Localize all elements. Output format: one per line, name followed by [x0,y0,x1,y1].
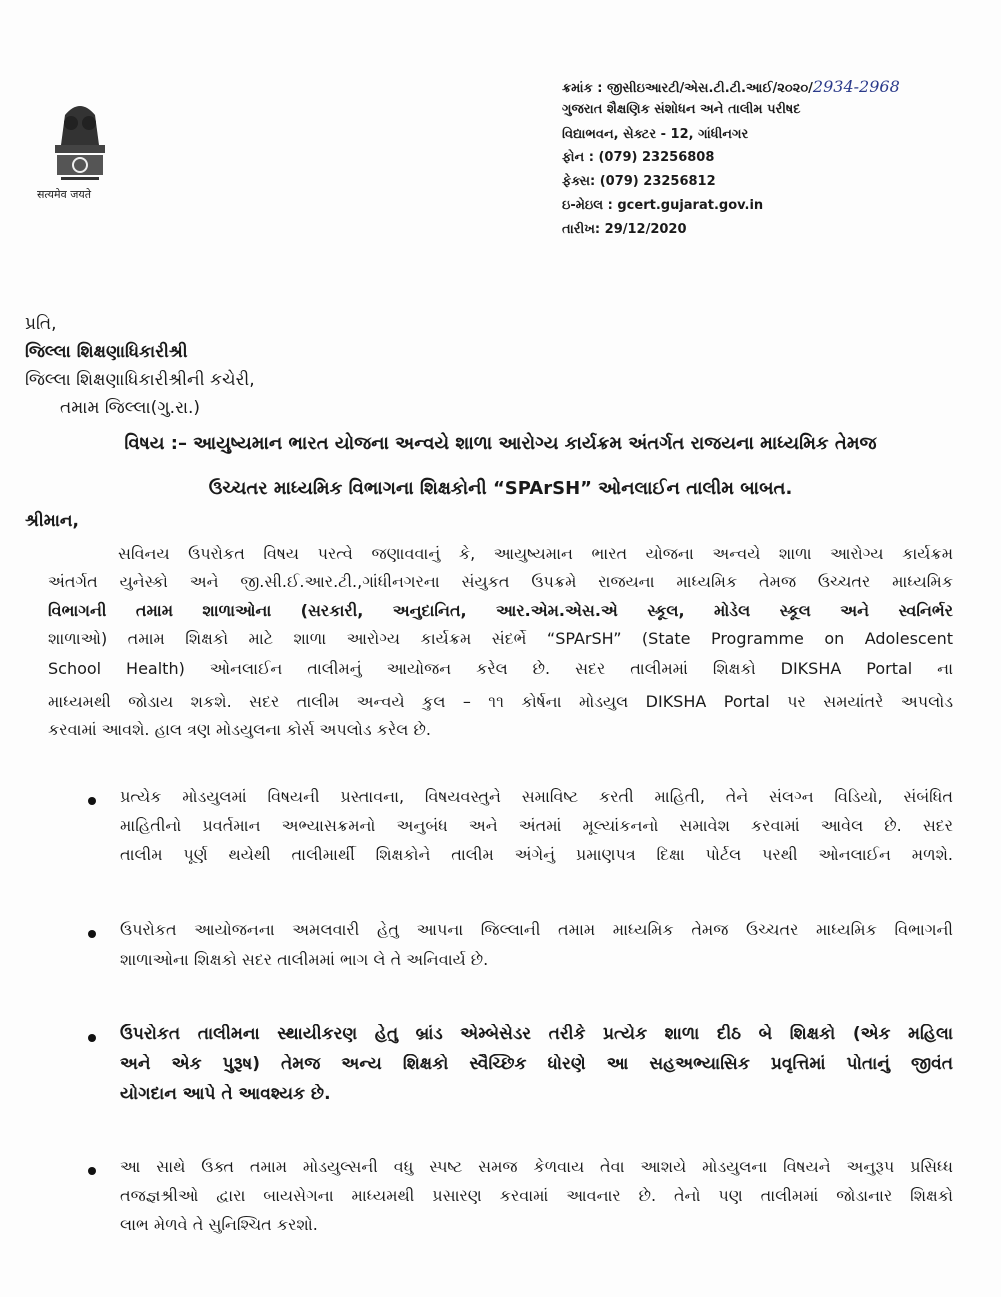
bullet-4-line: લાભ મેળવે તે સુનિશ્ચિત કરશો. [120,1215,318,1234]
ref-label: ક્રમાંક : જીસીઇઆરટી/એસ.ટી.ટી.આઈ/૨૦૨૦/ [562,81,813,96]
paragraph-line: વિભાગની તમામ શાળાઓના (સરકારી, અનુદાનિત, આર.એમ.એસ.એ સ્કૂલ, મોડેલ સ્કૂલ અને સ્વનિર્ભર [48,601,953,620]
reference-number [562,77,900,96]
org-name: ગુજરાત શૈક્ષણિક સંશોધન અને તાલીમ પરીષદ [562,102,801,117]
paragraph-line: શાળાઓ) તમામ શિક્ષકો માટે શાળા આરોગ્ય કાર્યક્રમ સંદર્ભે “SPArSH” (State Programme on Adolescent [48,629,953,648]
bullet-icon [88,1034,96,1042]
bullet-icon [88,797,96,805]
bullet-1-line: પ્રત્યેક મોડયુલમાં વિષયની પ્રસ્તાવના, વિષયવસ્તુને સમાવિષ્ટ કરતી માહિતી, તેને સંલગ્ન વિડિયો, સંબંધિત [120,787,953,806]
bullet-icon [88,1167,96,1175]
bullet-4-line: આ સાથે ઉક્ત તમામ મોડયુલ્સની વધુ સ્પષ્ટ સમજ કેળવાય તેવા આશયે મોડયુલના વિષયને અનુરૂપ પ્રસિધ્ધ [120,1157,953,1176]
recipient-office: જિલ્લા શિક્ષણાધિકારીશ્રીની કચેરી, [25,370,255,390]
org-address: વિદ્યાભવન, સેક્ટર - 12, ગાંધીનગર [562,127,749,142]
paragraph-line: માધ્યમથી જોડાય શકશે. સદર તાલીમ અન્વયે કુલ – ૧૧ કોર્ષના મોડયુલ DIKSHA Portal પર સમયાંતરે અપલોડ [48,692,953,711]
bullet-1-line: માહિતીનો પ્રવર્તમાન અભ્યાસક્રમનો અનુબંધ અને અંતમાં મૂલ્યાંકનનો સમાવેશ કરવામાં આવેલ છે. સદર [120,816,953,835]
paragraph-line: કરવામાં આવશે. હાલ ત્રણ મોડયુલના કોર્સ અપલોડ કરેલ છે. [48,720,431,739]
bullet-2-line: ઉપરોકત આયોજનના અમલવારી હેતુ આપના જિલ્લાની તમામ માધ્યમિક તેમજ ઉચ્ચતર માધ્યમિક વિભાગની [120,920,953,939]
bullet-icon [88,930,96,938]
national-emblem-logo [25,95,135,205]
email: ઇ-મેઇલ : gcert.gujarat.gov.in [562,198,764,213]
bullet-2-line: શાળાઓના શિક્ષકો સદર તાલીમમાં ભાગ લે તે અનિવાર્ય છે. [120,950,489,969]
subject-line-1: વિષય :– આયુષ્યમાન ભારત યોજના અન્વયે શાળા આરોગ્ય કાર્યક્રમ અંતર્ગત રાજયના માધ્યમિક તેમજ [124,433,877,454]
paragraph-line: School Health) ઓનલાઈન તાલીમનું આયોજન કરેલ છે. સદર તાલીમમાં શિક્ષકો DIKSHA Portal ના [48,659,953,678]
salutation: શ્રીમાન, [25,511,80,531]
phone: ફોન : (079) 23256808 [562,150,715,165]
paragraph-line: અંતર્ગત યુનેસ્કો અને જી.સી.ઈ.આર.ટી.,ગાંધીનગરના સંયુકત ઉપક્રમે રાજયના માધ્યમિક તેમજ ઉચ્ચતર માધ્યમિક [48,572,953,591]
fax: ફેક્સ: (079) 23256812 [562,174,716,189]
subject-line-2: ઉચ્ચતર માધ્યમિક વિભાગના શિક્ષકોની “SPArSH” ઓનલાઈન તાલીમ બાબત. [208,478,793,499]
emblem-motto: सत्यमेव जयते [37,188,92,201]
handwritten-ref: 2934-2968 [812,77,900,96]
to-label: પ્રતિ, [25,314,57,334]
bullet-3-line: યોગદાન આપે તે આવશ્યક છે. [120,1084,331,1104]
bullet-3-line: અને એક પુરૂષ) તેમજ અન્ય શિક્ષકો સ્વૈચ્છિક ધોરણે આ સહઅભ્યાસિક પ્રવૃત્તિમાં પોતાનું જીવંત [120,1054,953,1074]
recipient-name: જિલ્લા શિક્ષણાધિકારીશ્રી [25,342,188,362]
bullet-4-line: તજજ્ઞશ્રીઓ દ્વારા બાયસેગના માધ્યમથી પ્રસારણ કરવામાં આવનાર છે. તેનો પણ તાલીમમાં જોડાનાર શિક્ષકો [120,1186,953,1205]
paragraph-line: સવિનય ઉપરોકત વિષય પરત્વે જણાવવાનું કે, આયુષ્યમાન ભારત યોજના અન્વયે શાળા આરોગ્ય કાર્યક્રમ [118,544,953,563]
date: તારીખ: 29/12/2020 [562,222,687,237]
bullet-1-line: તાલીમ પૂર્ણ થયેથી તાલીમાર્થી શિક્ષકોને તાલીમ અંગેનું પ્રમાણપત્ર દિક્ષા પોર્ટલ પરથી ઓનલાઈન મળશે. [120,845,953,864]
recipient-district: તમામ જિલ્લા(ગુ.રા.) [60,398,201,418]
bullet-3-line: ઉપરોકત તાલીમના સ્થાયીકરણ હેતુ બ્રાંડ એમ્બેસેડર તરીકે પ્રત્યેક શાળા દીઠ બે શિક્ષકો (એક મહિલા [120,1024,953,1044]
